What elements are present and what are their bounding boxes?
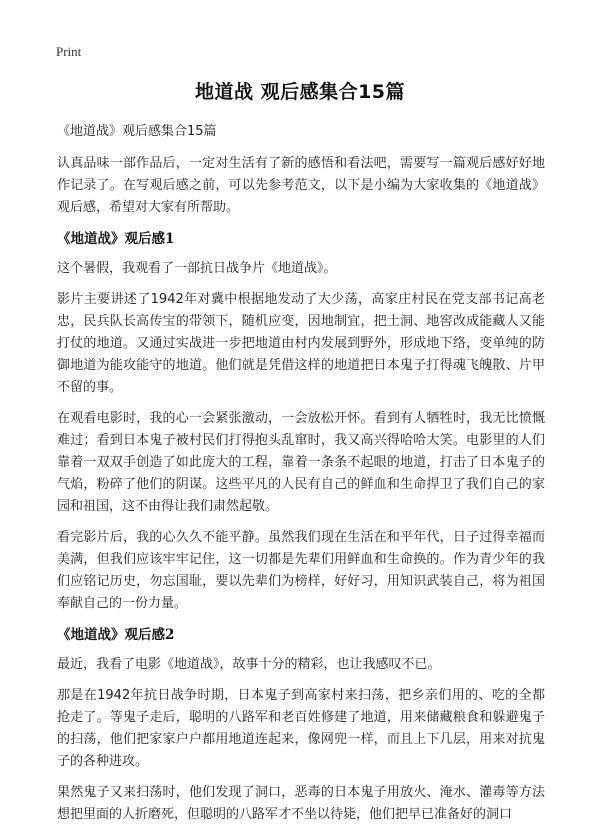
paragraph: 果然鬼子又来扫荡时，他们发现了洞口，恶毒的日本鬼子用放火、淹水、灌毒等方法想把里面的人折磨死，但聪明的八路军才不坐以待毙，他们把早已准备好的洞口 — [57, 785, 545, 822]
document-subtitle: 《地道战》观后感集合15篇 — [57, 124, 217, 139]
paragraph: 看完影片后，我的心久久不能平静。虽然我们现在生活在和平年代，日子过得幸福而美满，但我们应该牢牢记住，这一切都是先辈们用鲜血和生命换的。作为青少年的我们应铭记历史，勿忘国耻，要以先辈们为榜样，好好习，用知识武装自己，将为祖国奉献自己的一份力量。 — [57, 530, 545, 611]
page-title: 地道战 观后感集合15篇 — [194, 81, 406, 103]
section-heading: 《地道战》观后感1 — [57, 231, 175, 247]
section-2 — [57, 624, 545, 826]
paragraph: 这个暑假，我观看了一部抗日战争片《地道战》。 — [57, 261, 337, 276]
paragraph: 那是在1942年抗日战争时期，日本鬼子到高家村来扫荡，把乡亲们用的、吃的全都抢走了。等鬼子走后，聪明的八路军和老百姓修建了地道，用来储藏粮食和躲避鬼子的扫荡，他们把家家户户都用地道连起来，像网兜一样，而且上下几层，用来对抗鬼子的各种进攻。 — [57, 688, 545, 769]
paragraph: 最近，我看了电影《地道战》，故事十分的精彩，也让我感叹不已。 — [57, 657, 441, 672]
document-body — [57, 121, 545, 828]
section-heading: 《地道战》观后感2 — [57, 627, 175, 643]
section-1 — [57, 228, 545, 615]
print-label: Print — [56, 44, 82, 59]
intro-paragraph: 认真品味一部作品后，一定对生活有了新的感悟和看法吧，需要写一篇观后感好好地作记录了。在写观后感之前，可以先参考范文，以下是小编为大家收集的《地道战》观后感，希望对大家有所帮助。 — [57, 156, 545, 215]
paragraph: 在观看电影时，我的心一会紧张激动，一会放松开怀。看到有人牺牲时，我无比愤慨难过；看到日本鬼子被村民们打得抱头乱窜时，我又高兴得哈哈大笑。电影里的人们靠着一双双手创造了如此庞大的工程，靠着一条条不起眼的地道，打击了日本鬼子的气焰，粉碎了他们的阴谋。这些平凡的人民有自己的鲜血和生命捍卫了我们自己的家园和祖国，这不由得让我们肃然起敬。 — [57, 411, 545, 514]
paragraph: 影片主要讲述了1942年对冀中根据地发动了大少荡，高家庄村民在党支部书记高老忠，民兵队长高传宝的带领下，随机应变，因地制宜，把土洞、地窖改成能藏人又能打仗的地道。又通过实战进一步把地道由村内发展到野外，形成地下络，变单纯的防御地道为能攻能守的地道。他们就是凭借这样的地道把日本鬼子打得魂飞魄散、片甲不留的事。 — [57, 292, 545, 395]
